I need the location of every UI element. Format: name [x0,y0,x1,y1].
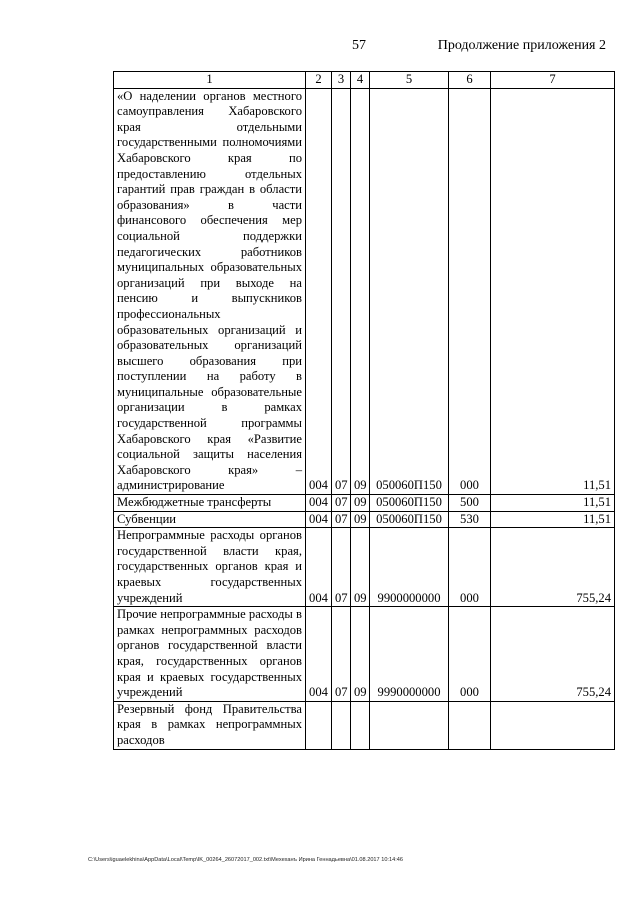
cell-target-article: 050060П150 [370,495,449,512]
cell-target-article: 050060П150 [370,511,449,528]
table-row [114,607,615,702]
cell-section: 07 [332,495,351,512]
cell-subsection [351,701,370,749]
cell-section: 07 [332,511,351,528]
cell-subsection: 09 [351,495,370,512]
row-name: Субвенции [114,511,306,528]
cell-amount: 11,51 [491,511,615,528]
cell-amount: 11,51 [491,495,615,512]
row-name: «О наделении органов местного самоуправления Хабаровского края отдельными государственными полномочиями Хабаровского края по предоставлению отдельных гарантий прав граждан в области образования» в части финансового обеспечения мер социальной поддержки педагогических работников муниципальных образовательных организаций при выходе на пенсию и выпускников профессиональных образовательных организаций и образовательных организаций высшего образования при поступлении на работу в муниципальные образовательные организации в рамках государственной программы Хабаровского края «Развитие социальной защиты населения Хабаровского края» – администрирование [114,88,306,494]
table-row [114,511,615,528]
cell-subsection: 09 [351,528,370,607]
cell-ministry: 004 [306,88,332,494]
page-number: 57 [352,38,366,53]
column-header: 1 [114,72,306,89]
cell-target-article: 9900000000 [370,528,449,607]
cell-section: 07 [332,528,351,607]
row-name: Прочие непрограммные расходы в рамках непрограммных расходов органов государственной власти края, государственных органов края и краевых государственных учреждений [114,607,306,702]
cell-expense-type: 500 [449,495,491,512]
cell-ministry: 004 [306,528,332,607]
table-row [114,495,615,512]
column-header: 6 [449,72,491,89]
row-name: Непрограммные расходы органов государственной власти края, государственных органов края и краевых государственных учреждений [114,528,306,607]
cell-ministry: 004 [306,495,332,512]
header-row [114,72,615,89]
column-header: 3 [332,72,351,89]
cell-expense-type [449,701,491,749]
column-header: 7 [491,72,615,89]
column-header: 4 [351,72,370,89]
budget-table [113,71,615,750]
table-row [114,88,615,494]
cell-section: 07 [332,607,351,702]
cell-ministry: 004 [306,511,332,528]
cell-expense-type: 530 [449,511,491,528]
cell-subsection: 09 [351,607,370,702]
cell-target-article [370,701,449,749]
cell-target-article: 050060П150 [370,88,449,494]
column-header: 2 [306,72,332,89]
row-name: Резервный фонд Правительства края в рамках непрограммных расходов [114,701,306,749]
row-name: Межбюджетные трансферты [114,495,306,512]
cell-amount: 755,24 [491,607,615,702]
cell-amount [491,701,615,749]
cell-expense-type: 000 [449,88,491,494]
file-path-footer: C:\Users\iguaelekhina\AppData\Local\Temp\IK_00264_26072017_002.txt\Мехеханъ Ирина Геннадьевна\01.08.2017 10:14:46 [88,857,403,863]
cell-expense-type: 000 [449,528,491,607]
cell-subsection: 09 [351,511,370,528]
table-row [114,701,615,749]
cell-ministry: 004 [306,607,332,702]
cell-section: 07 [332,88,351,494]
cell-subsection: 09 [351,88,370,494]
column-header: 5 [370,72,449,89]
cell-ministry [306,701,332,749]
table-row [114,528,615,607]
cell-target-article: 9990000000 [370,607,449,702]
cell-expense-type: 000 [449,607,491,702]
continuation-caption: Продолжение приложения 2 [437,38,606,53]
cell-amount: 11,51 [491,88,615,494]
cell-section [332,701,351,749]
cell-amount: 755,24 [491,528,615,607]
